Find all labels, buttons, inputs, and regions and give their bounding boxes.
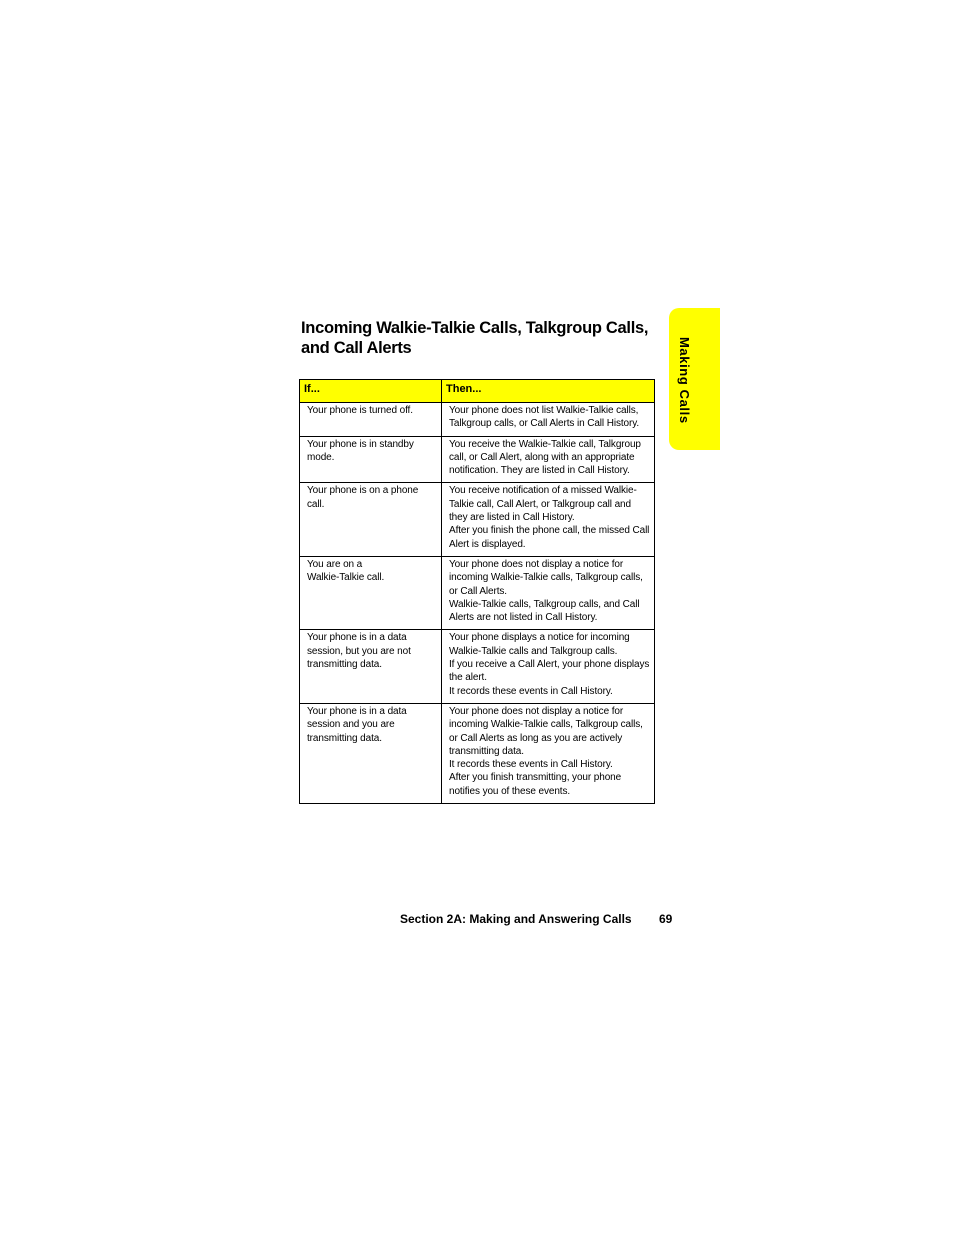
table-row	[300, 556, 655, 629]
condition-cell: You are on a Walkie-Talkie call.	[300, 556, 442, 629]
table-row	[300, 630, 655, 703]
result-cell: You receive the Walkie-Talkie call, Talkgroup call, or Call Alert, along with an appropriate notification. They are listed in Call History.	[442, 436, 655, 483]
condition-cell: Your phone is on a phone call.	[300, 483, 442, 556]
page-heading: Incoming Walkie-Talkie Calls, Talkgroup Calls, and Call Alerts	[301, 319, 649, 357]
table-row	[300, 436, 655, 483]
condition-cell: Your phone is in a data session and you are transmitting data.	[300, 703, 442, 803]
header-then: Then...	[442, 380, 655, 403]
result-cell: Your phone does not display a notice for incoming Walkie-Talkie calls, Talkgroup calls, or Call Alerts. Walkie-Talkie calls, Talkgroup calls, and Call Alerts are not listed in Call History.	[442, 556, 655, 629]
table-row	[300, 403, 655, 437]
table-body	[300, 403, 655, 804]
result-cell: Your phone displays a notice for incoming Walkie-Talkie calls and Talkgroup calls. If you receive a Call Alert, your phone displays the alert. It records these events in Call History.	[442, 630, 655, 703]
result-cell: Your phone does not display a notice for incoming Walkie-Talkie calls, Talkgroup calls, or Call Alerts as long as you are actively transmitting data. It records these events in Call History. After you finish transmitting, your phone notifies you of these events.	[442, 703, 655, 803]
header-if: If...	[300, 380, 442, 403]
table-header-row	[300, 380, 655, 403]
conditions-table	[299, 379, 655, 804]
result-cell: You receive notification of a missed Walkie-Talkie call, Call Alert, or Talkgroup call and they are listed in Call History. After you finish the phone call, the missed Call Alert is displayed.	[442, 483, 655, 556]
section-tab-label: Making Calls	[677, 337, 692, 424]
condition-cell: Your phone is turned off.	[300, 403, 442, 437]
table-row	[300, 483, 655, 556]
condition-cell: Your phone is in a data session, but you are not transmitting data.	[300, 630, 442, 703]
condition-cell: Your phone is in standby mode.	[300, 436, 442, 483]
result-cell: Your phone does not list Walkie-Talkie calls, Talkgroup calls, or Call Alerts in Call History.	[442, 403, 655, 437]
table-row	[300, 703, 655, 803]
footer-section-title: Section 2A: Making and Answering Calls	[400, 912, 632, 926]
page-number: 69	[659, 912, 673, 926]
